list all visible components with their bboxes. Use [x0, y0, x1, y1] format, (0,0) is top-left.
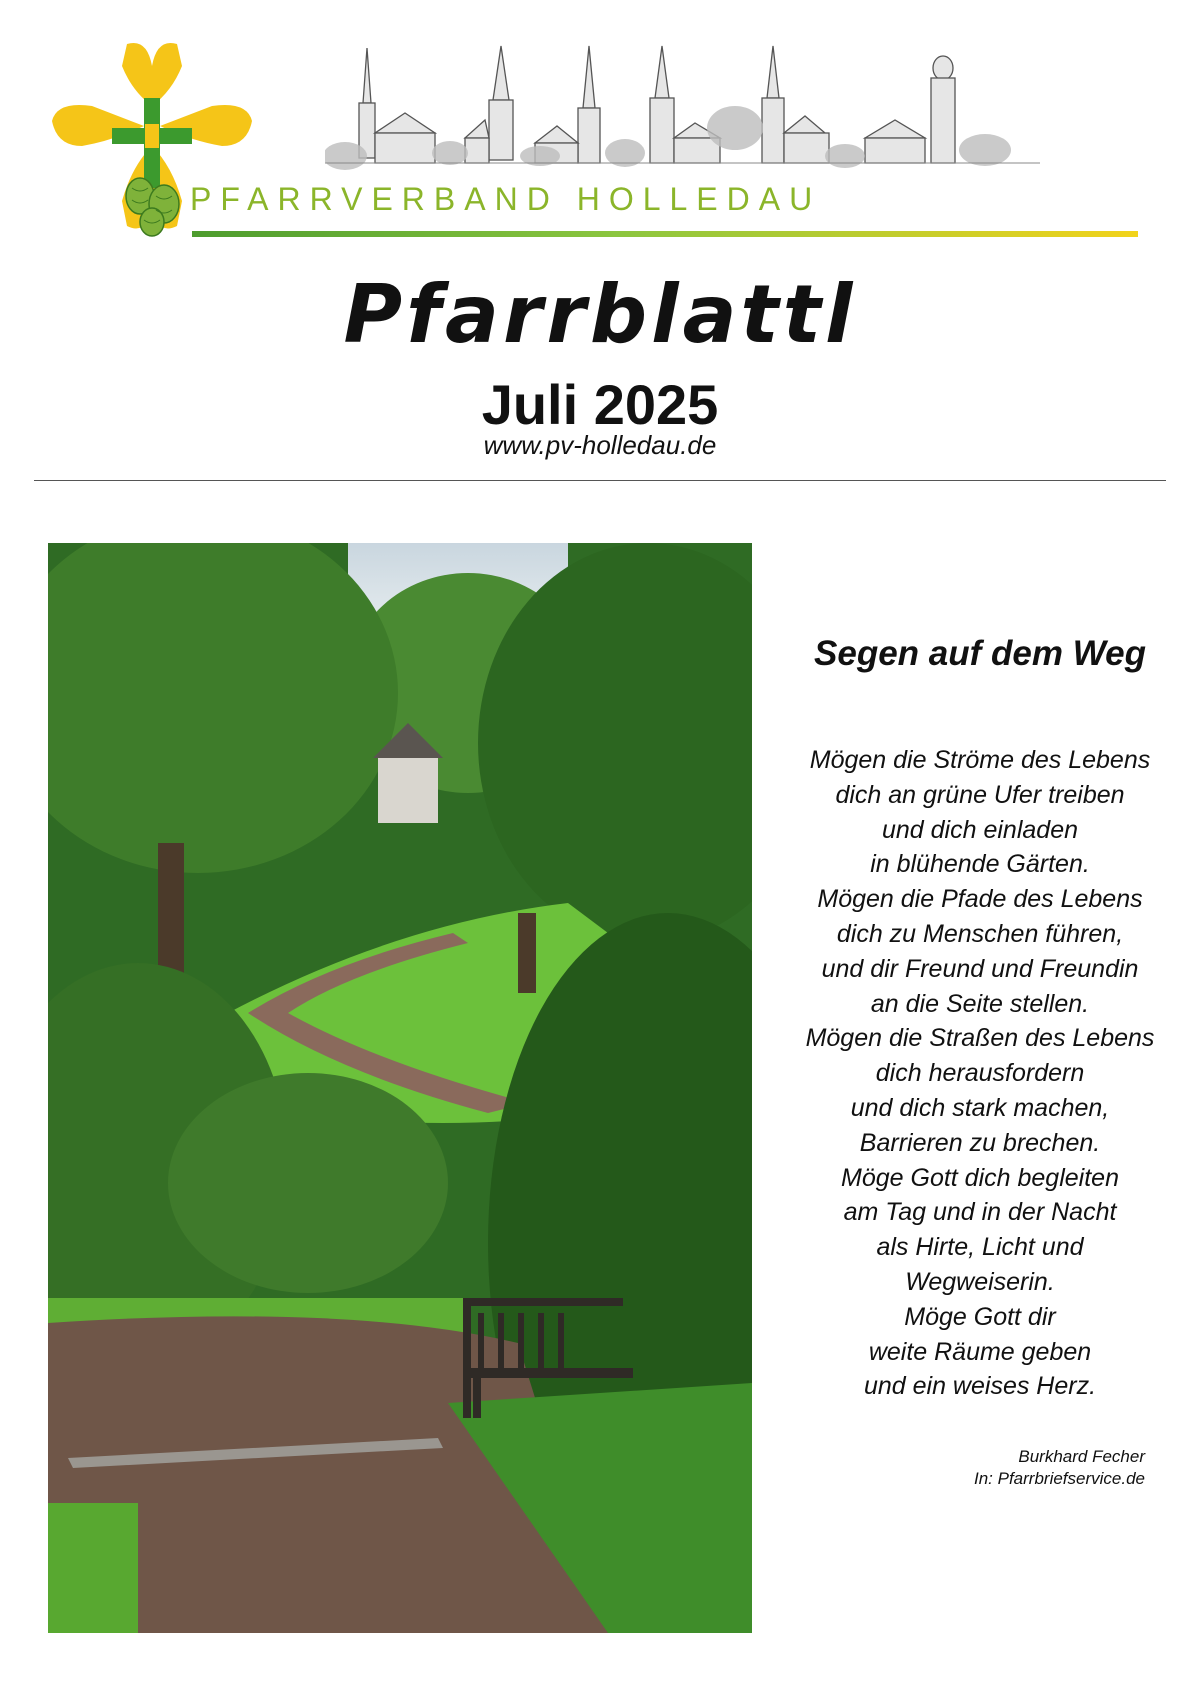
parish-name: PFARRVERBAND HOLLEDAU [190, 181, 822, 217]
poem-line: dich herausfordern [875, 1059, 1085, 1088]
poem-line: als Hirte, Licht und [876, 1233, 1084, 1262]
poem-line: Möge Gott dich begleiten [841, 1163, 1119, 1192]
park-bench-photo-icon [48, 543, 752, 1633]
poem-line: Wegweiserin. [905, 1267, 1055, 1296]
poem-line: weite Räume geben [868, 1337, 1092, 1366]
poem-author: Burkhard Fecher [1018, 1447, 1145, 1466]
church-skyline-icon [325, 38, 1040, 173]
poem-title: Segen auf dem Weg [814, 634, 1146, 673]
header-rule [192, 231, 1138, 237]
cover-photo [48, 543, 752, 1633]
poem-source: In: Pfarrbriefservice.de [973, 1469, 1145, 1488]
poem-line: Möge Gott dir [904, 1302, 1056, 1331]
issue-date: Juli 2025 [481, 373, 719, 436]
poem-line: in blühende Gärten. [870, 850, 1090, 879]
poem-line: dich zu Menschen führen, [836, 919, 1124, 948]
poem-line: Mögen die Ströme des Lebens [809, 746, 1151, 774]
poem-text [770, 743, 1190, 1404]
poem-line: an die Seite stellen. [870, 989, 1090, 1018]
poem-line: Mögen die Pfade des Lebens [817, 885, 1143, 914]
poem-line: und dich stark machen, [850, 1093, 1110, 1122]
poem-line: und ein weises Herz. [863, 1372, 1097, 1401]
poem-line: Barrieren zu brechen. [859, 1128, 1101, 1157]
poem-line: Mögen die Straßen des Lebens [805, 1024, 1155, 1053]
poem-line: und dir Freund und Freundin [821, 954, 1139, 983]
publication-title: Pfarrblattl [343, 268, 857, 361]
divider [34, 480, 1166, 481]
churches-illustration [325, 38, 1040, 173]
poem-line: dich an grüne Ufer treiben [835, 780, 1125, 809]
poem-line: und dich einladen [882, 815, 1078, 844]
poem-credit [840, 1446, 1145, 1490]
website-link[interactable]: www.pv-holledau.de [483, 430, 717, 460]
poem-line: am Tag und in der Nacht [843, 1198, 1117, 1227]
